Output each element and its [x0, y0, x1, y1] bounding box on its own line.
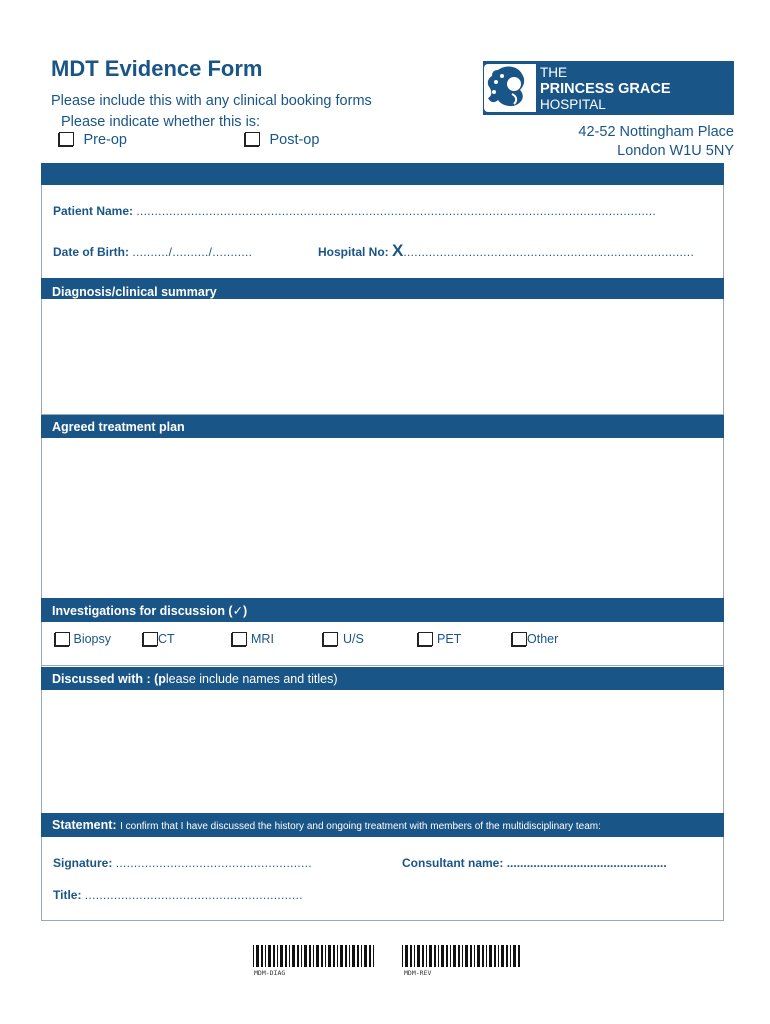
investigation-us[interactable] — [323, 632, 364, 646]
title-field[interactable] — [53, 888, 303, 902]
pre-op-checkbox[interactable] — [59, 132, 74, 146]
patient-name-label: Patient Name: — [53, 204, 134, 218]
other-label: Other — [527, 632, 559, 646]
biopsy-checkbox[interactable] — [55, 632, 70, 646]
treatment-title: Agreed treatment plan — [52, 420, 185, 434]
post-op-label: Post-op — [269, 132, 320, 148]
pet-label: PET — [437, 632, 462, 646]
ct-label: CT — [158, 632, 175, 646]
barcode-mdm-diag — [253, 945, 378, 967]
title-label: Title: — [53, 888, 82, 902]
diagnosis-header — [41, 278, 724, 299]
treatment-area[interactable] — [42, 439, 723, 597]
barcode-label-rev: MDM-REV — [404, 969, 432, 977]
pre-op-option[interactable] — [59, 131, 127, 149]
us-checkbox[interactable] — [323, 632, 338, 646]
discussed-title-rest: lease include names and titles) — [165, 672, 338, 686]
consultant-dots: ................................................ — [506, 856, 667, 870]
diagnosis-area[interactable] — [42, 300, 723, 413]
indicate-note: Please indicate whether this is: — [61, 114, 261, 130]
treatment-header — [41, 415, 724, 438]
investigation-other[interactable] — [512, 632, 558, 646]
statement-label: Statement: — [52, 818, 117, 832]
statement-header — [41, 813, 724, 837]
logo-line-3: HOSPITAL — [540, 97, 606, 112]
patient-name-dots: ............................................................................................................................................... — [136, 204, 657, 218]
post-op-option[interactable] — [245, 131, 319, 149]
address-line-1: 42-52 Nottingham Place — [578, 124, 734, 140]
investigations-header — [41, 598, 724, 622]
signature-label: Signature: — [53, 856, 113, 870]
investigation-ct[interactable] — [143, 632, 175, 646]
investigations-title: Investigations for discussion (✓) — [52, 604, 248, 618]
discussed-header — [41, 667, 724, 690]
hospital-no-prefix: X — [392, 241, 404, 260]
other-checkbox[interactable] — [512, 632, 527, 646]
title-dots: ............................................................ — [84, 888, 303, 902]
logo-line-1: THE — [540, 65, 567, 80]
us-label: U/S — [343, 632, 364, 646]
hospital-no-label: Hospital No: — [318, 245, 389, 259]
consultant-field[interactable] — [402, 856, 667, 870]
statement-text: I confirm that I have discussed the history and ongoing treatment with members of the multidisciplinary team: — [120, 821, 601, 832]
investigation-mri[interactable] — [232, 632, 274, 646]
signature-dots: ...................................................... — [115, 856, 312, 870]
address-line-2: London W1U 5NY — [617, 143, 734, 159]
investigation-pet[interactable] — [418, 632, 461, 646]
dob-label: Date of Birth: — [53, 245, 129, 259]
investigation-biopsy[interactable] — [55, 632, 111, 646]
patient-name-field[interactable] — [53, 204, 656, 218]
consultant-label: Consultant name: — [402, 856, 504, 870]
mri-checkbox[interactable] — [232, 632, 247, 646]
discussed-title-bold: Discussed with : (p — [52, 672, 166, 686]
hospital-logo — [483, 61, 734, 115]
hospital-no-field[interactable] — [318, 241, 694, 261]
signature-field[interactable] — [53, 856, 312, 870]
pre-op-label: Pre-op — [83, 132, 127, 148]
discussed-area[interactable] — [42, 691, 723, 811]
top-header-bar — [41, 163, 724, 185]
dob-field[interactable] — [53, 245, 252, 259]
princess-head-icon — [484, 64, 536, 112]
logo-line-2: PRINCESS GRACE — [540, 81, 671, 97]
hospital-address — [578, 123, 734, 161]
post-op-checkbox[interactable] — [245, 132, 260, 146]
investigations-divider — [41, 665, 724, 666]
form-title: MDT Evidence Form — [51, 56, 263, 81]
barcode-mdm-rev — [402, 945, 522, 967]
diagnosis-title: Diagnosis/clinical summary — [52, 285, 217, 299]
mri-label: MRI — [251, 632, 274, 646]
barcode-label-diag: MDM-DIAG — [254, 969, 286, 977]
biopsy-label: Biopsy — [73, 632, 112, 646]
include-note: Please include this with any clinical booking forms — [51, 93, 372, 109]
hospital-no-dots: ................................................................................ — [403, 245, 695, 259]
pet-checkbox[interactable] — [418, 632, 433, 646]
ct-checkbox[interactable] — [143, 632, 158, 646]
dob-dots: ........../........../........... — [132, 245, 253, 259]
